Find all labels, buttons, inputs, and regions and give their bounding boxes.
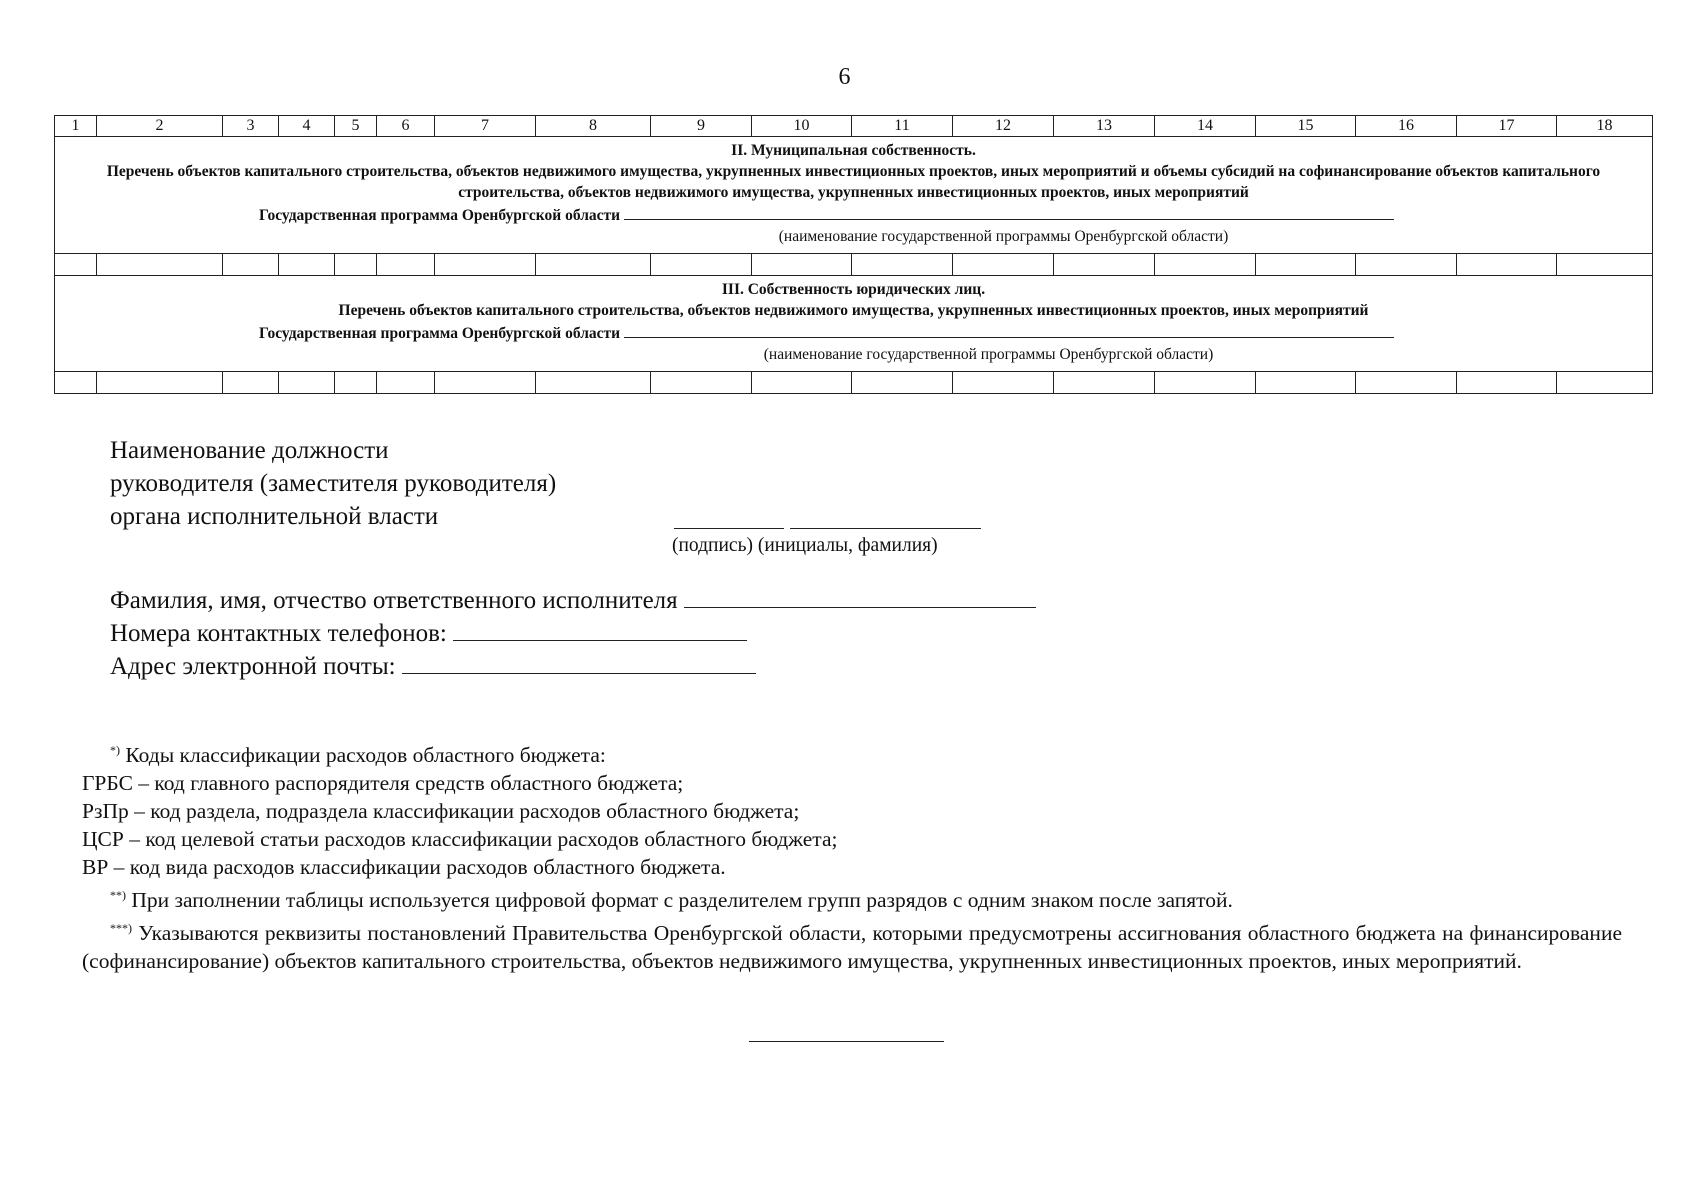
empty-cell[interactable] — [55, 254, 97, 276]
column-number-cell: 11 — [852, 116, 953, 137]
column-number-cell: 10 — [752, 116, 852, 137]
column-number-cell: 8 — [536, 116, 651, 137]
contacts-block — [110, 584, 1036, 683]
empty-cell[interactable] — [1457, 254, 1557, 276]
empty-cell[interactable] — [953, 372, 1054, 394]
footnote-line: РзПр – код раздела, подраздела классификации расходов областного бюджета; — [82, 799, 800, 823]
empty-cell[interactable] — [335, 372, 377, 394]
footnote-3: ***) Указываются реквизиты постановлений Правительства Оренбургской области, которыми предусмотрены ассигнования областного бюджета на финансирование (софинансирование) объектов капитального строительства, объектов недвижимого имущества, укрупненных инвестиционных проектов, иных мероприятий. — [82, 921, 1622, 973]
empty-cell[interactable] — [1557, 254, 1653, 276]
empty-data-row — [55, 254, 1653, 276]
section-text: Перечень объектов капитального строительства, объектов недвижимого имущества, укрупненных инвестиционных проектов, иных мероприятий — [338, 302, 1369, 319]
section-text: Перечень объектов капитального строительства, объектов недвижимого имущества, укрупненных инвестиционных проектов, иных мероприятий и объемы субсидий на софинансирование объектов капитального строительства, объектов недвижимого имущества, укрупненных инвестиционных проектов, иных мероприятий — [106, 163, 1601, 201]
section-heading: III. Собственность юридических лиц. — [721, 281, 986, 298]
empty-cell[interactable] — [1054, 372, 1155, 394]
position-title-line: руководителя (заместителя руководителя) — [110, 470, 557, 497]
empty-cell[interactable] — [752, 372, 852, 394]
email-field[interactable] — [402, 651, 756, 674]
footnote-mark: ***) — [110, 921, 132, 935]
signature-caption: (подпись) (инициалы, фамилия) — [672, 535, 938, 556]
empty-cell[interactable] — [536, 254, 651, 276]
program-label: Государственная программа Оренбургской области — [259, 207, 621, 224]
program-caption: (наименование государственной программы Оренбургской области) — [763, 346, 1214, 363]
section-heading: II. Муниципальная собственность. — [731, 142, 976, 159]
report-form-table — [54, 115, 1653, 394]
empty-cell[interactable] — [55, 372, 97, 394]
column-number-cell: 5 — [335, 116, 377, 137]
empty-cell[interactable] — [1557, 372, 1653, 394]
column-number-cell: 1 — [55, 116, 97, 137]
empty-data-row — [55, 372, 1653, 394]
column-number-cell: 6 — [377, 116, 435, 137]
footnote-line: ГРБС – код главного распорядителя средств областного бюджета; — [82, 771, 684, 795]
column-number-row — [55, 116, 1653, 137]
column-number-cell: 16 — [1356, 116, 1457, 137]
empty-cell[interactable] — [852, 254, 953, 276]
program-caption: (наименование государственной программы Оренбургской области) — [778, 228, 1229, 245]
end-separator-line — [749, 1041, 944, 1042]
empty-cell[interactable] — [97, 372, 223, 394]
position-title-line: Наименование должности — [110, 437, 389, 464]
empty-cell[interactable] — [279, 254, 335, 276]
empty-cell[interactable] — [223, 372, 279, 394]
program-name-field[interactable] — [624, 203, 1394, 220]
empty-cell[interactable] — [1356, 372, 1457, 394]
empty-cell[interactable] — [536, 372, 651, 394]
column-number-cell: 12 — [953, 116, 1054, 137]
empty-cell[interactable] — [377, 254, 435, 276]
empty-cell[interactable] — [1256, 372, 1356, 394]
empty-cell[interactable] — [279, 372, 335, 394]
signature-field[interactable] — [674, 528, 784, 529]
empty-cell[interactable] — [435, 372, 536, 394]
column-number-cell: 15 — [1256, 116, 1356, 137]
empty-cell[interactable] — [852, 372, 953, 394]
empty-cell[interactable] — [651, 254, 752, 276]
footnote-mark: *) — [110, 743, 120, 757]
phones-label: Номера контактных телефонов: — [110, 620, 447, 647]
signature-block — [110, 434, 556, 533]
executor-name-label: Фамилия, имя, отчество ответственного исполнителя — [110, 587, 678, 614]
empty-cell[interactable] — [752, 254, 852, 276]
phones-field[interactable] — [453, 618, 747, 641]
column-number-cell: 17 — [1457, 116, 1557, 137]
empty-cell[interactable] — [223, 254, 279, 276]
empty-cell[interactable] — [1457, 372, 1557, 394]
email-label: Адрес электронной почты: — [110, 653, 396, 680]
footnotes — [82, 736, 1622, 975]
empty-cell[interactable] — [1256, 254, 1356, 276]
empty-cell[interactable] — [1356, 254, 1457, 276]
column-number-cell: 4 — [279, 116, 335, 137]
column-number-cell: 18 — [1557, 116, 1653, 137]
empty-cell[interactable] — [335, 254, 377, 276]
column-number-cell: 9 — [651, 116, 752, 137]
section-municipal — [55, 137, 1653, 254]
empty-cell[interactable] — [377, 372, 435, 394]
name-initials-field[interactable] — [790, 528, 981, 529]
empty-cell[interactable] — [953, 254, 1054, 276]
executor-name-field[interactable] — [684, 585, 1036, 608]
program-name-field[interactable] — [624, 321, 1394, 338]
column-number-cell: 7 — [435, 116, 536, 137]
footnote-line: ЦСР – код целевой статьи расходов классификации расходов областного бюджета; — [82, 827, 838, 851]
program-label: Государственная программа Оренбургской области — [259, 325, 621, 342]
position-title-line: органа исполнительной власти — [110, 503, 439, 530]
empty-cell[interactable] — [1155, 372, 1256, 394]
column-number-cell: 13 — [1054, 116, 1155, 137]
empty-cell[interactable] — [97, 254, 223, 276]
footnote-2: **) При заполнении таблицы используется цифровой формат с разделителем групп разрядов с одним знаком после запятой. — [110, 888, 1233, 912]
empty-cell[interactable] — [435, 254, 536, 276]
page-number: 6 — [838, 64, 851, 90]
footnote-line: ВР – код вида расходов классификации расходов областного бюджета. — [82, 855, 726, 879]
column-number-cell: 2 — [97, 116, 223, 137]
empty-cell[interactable] — [1054, 254, 1155, 276]
column-number-cell: 14 — [1155, 116, 1256, 137]
column-number-cell: 3 — [223, 116, 279, 137]
section-legal-entities — [55, 276, 1653, 372]
empty-cell[interactable] — [1155, 254, 1256, 276]
footnote-1: *) Коды классификации расходов областного бюджета: — [110, 743, 606, 767]
empty-cell[interactable] — [651, 372, 752, 394]
footnote-mark: **) — [110, 888, 126, 902]
